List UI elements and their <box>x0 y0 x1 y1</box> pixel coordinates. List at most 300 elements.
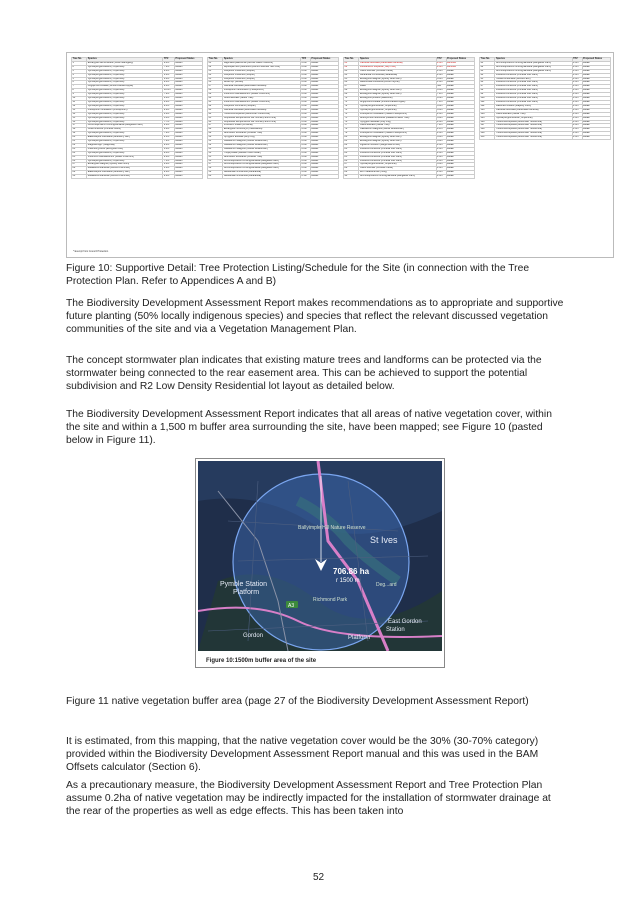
table-cell: 2.0m <box>436 151 446 155</box>
table-cell: 16 <box>72 120 87 124</box>
table-cell: Retain <box>582 120 610 124</box>
table-cell: 108 <box>480 128 495 132</box>
table-cell: 56 <box>208 159 223 163</box>
table-cell: 2.0m <box>436 175 446 179</box>
table-cell: Eucalyptus saligna (Sydney Blue Gum) <box>359 140 436 144</box>
table-cell: Glochidion ferdinandi (Cheese Tree) <box>223 132 301 136</box>
table-header-cell: Species <box>87 58 163 62</box>
table-cell: Retain <box>174 73 202 77</box>
table-cell: Eucalyptus microcorys (Tallowwood) <box>223 128 301 132</box>
table-cell: 5.4m <box>163 116 175 120</box>
table-cell: 62 <box>344 65 359 69</box>
table-cell: 2.0m <box>436 81 446 85</box>
table-cell: Retain <box>582 69 610 73</box>
table-cell: 2.0m <box>301 73 311 77</box>
table-cell: Retain <box>582 65 610 69</box>
table-cell: 95 <box>480 77 495 81</box>
place-nature-reserve: Ballyimple Hill Nature Reserve <box>298 525 366 531</box>
table-cell: 2.0m <box>301 112 311 116</box>
table-cell: Syncarpia glomulifera (Turpentine) <box>87 77 163 81</box>
place-pymble-platform: Platform <box>233 589 260 596</box>
table-cell: Juniperus chinensis (Juniper) <box>223 77 301 81</box>
table-cell: 3.4m <box>163 147 175 151</box>
table-cell: Retain <box>310 104 338 108</box>
table-cell: 6.0m <box>163 163 175 167</box>
table-cell: 10 <box>72 97 87 101</box>
place-st-ives: St Ives <box>370 535 398 545</box>
table-cell: Retain <box>582 97 610 101</box>
table-cell: Eucalyptus acmenoides (White Mahogany) <box>87 61 163 65</box>
table-cell: Retain <box>310 167 338 171</box>
table-cell: 2.0m <box>436 112 446 116</box>
table-cell: Retain <box>446 81 474 85</box>
table-cell: 9.6m <box>163 85 175 89</box>
table-cell: Livistona chinensis (Chinese Fan Palm) <box>495 97 572 101</box>
table-cell: Archontophoenix cunninghamiana (Bangalow Palm) <box>223 167 301 171</box>
table-cell: Retain <box>446 77 474 81</box>
table-cell: Syncarpia glomulifera (Turpentine) <box>87 81 163 85</box>
table-cell: 101 <box>480 100 495 104</box>
table-cell: 26 <box>72 159 87 163</box>
table-cell: Syncarpia glomulifera (Turpentine) <box>87 116 163 120</box>
table-cell: Jacaranda mimosifolia (Jacaranda) <box>223 171 301 175</box>
table-cell: Retain <box>446 97 474 101</box>
table-cell: Livistona chinensis (Chinese Fan Palm) <box>359 155 436 159</box>
figure-11-caption: Figure 11 native vegetation buffer area (page 27 of the Biodiversity Development Assessment Report) <box>66 696 529 707</box>
paragraph-5: As a precautionary measure, the Biodiversity Development Assessment Report and Tree Protection Plan assume 0.2ha of native vegetation may be indirectly impacted for the installation of stormwater drainage at the rear of the properties as well as edge effects. This has been taken into <box>66 780 551 817</box>
table-cell: 110 <box>480 136 495 140</box>
table-cell: Photinia x fraseri (Photinia) <box>223 124 301 128</box>
table-cell: 30 <box>72 175 87 179</box>
place-pymble-station: Pymble Station <box>220 581 268 588</box>
table-cell: 7.2m <box>163 93 175 97</box>
table-cell: 40 <box>208 97 223 101</box>
table-cell: 2.0m <box>301 116 311 120</box>
table-cell: 7 <box>72 85 87 89</box>
table-cell: 2.0m <box>436 159 446 163</box>
table-cell: 2.0m <box>301 143 311 147</box>
table-cell: 6.6m <box>301 128 311 132</box>
table-cell: Tibouchina lepidota (Alstonville Tibouchina) <box>223 112 301 116</box>
table-cell: Retain <box>174 124 202 128</box>
paragraph-1: The Biodiversity Development Assessment Report makes recommendations as to appropriate and supportive future planting (50% locally indigenous species) and species that reflect the relevant discussed vegetation communities of the site and via a Vegetation Management Plan. <box>66 298 564 335</box>
table-cell: Retain <box>582 73 610 77</box>
table-cell: 6.0m <box>436 77 446 81</box>
table-cell: 2.0m <box>572 77 582 81</box>
table-cell: 6.0m <box>163 77 175 81</box>
table-cell: Retain <box>310 61 338 65</box>
table-cell: 87 <box>344 163 359 167</box>
table-cell: Retain <box>174 65 202 69</box>
table-cell: 2.0m <box>436 61 446 65</box>
table-cell: Viburnum odoratissimum (Sweet Viburnum) <box>223 93 301 97</box>
table-cell: 3.6m <box>163 112 175 116</box>
table-cell: Retain <box>582 93 610 97</box>
table-cell: 46 <box>208 120 223 124</box>
table-cell: Syncarpia glomulifera (Turpentine) <box>87 132 163 136</box>
table-cell: Archontophoenix cunninghamiana (Bangalow Palm) <box>495 65 572 69</box>
table-cell: 92 <box>480 65 495 69</box>
table-cell: Retain <box>174 61 202 65</box>
table-cell: Retain <box>582 116 610 120</box>
table-cell: 2.0m <box>572 100 582 104</box>
place-degotardi: Deg...ard <box>376 582 397 588</box>
table-cell: Retain <box>582 61 610 65</box>
table-cell: 8.4m <box>163 81 175 85</box>
table-cell: 6.6m <box>163 73 175 77</box>
table-cell: Syncarpia glomulifera (Turpentine) <box>87 93 163 97</box>
table-header-cell: Proposed Status <box>310 58 338 62</box>
table-cell: 29 <box>72 171 87 175</box>
table-cell: Retain <box>310 112 338 116</box>
table-cell: Archontophoenix cunninghamiana (Bangalow Palm) <box>223 159 301 163</box>
table-cell: Syncarpia glomulifera (Turpentine) <box>495 116 572 120</box>
table-cell: 55 <box>208 155 223 159</box>
table-cell: 83 <box>344 147 359 151</box>
table-cell: Backhousia citriodora (Lemon Myrtle) <box>359 81 436 85</box>
table-cell: Retain <box>174 140 202 144</box>
table-cell: Retain <box>446 151 474 155</box>
table-cell: 22 <box>72 143 87 147</box>
table-cell: 79 <box>344 132 359 136</box>
table-cell: Retain <box>310 151 338 155</box>
table-cell: 2.0m <box>436 171 446 175</box>
table-cell: Retain <box>310 159 338 163</box>
table-cell: Retain <box>174 77 202 81</box>
table-cell: N/A <box>436 85 446 89</box>
table-cell: Thuja plicata (Western Red Cedar) <box>223 151 301 155</box>
table-cell: 99 <box>480 93 495 97</box>
table-cell: 3.6m <box>163 167 175 171</box>
table-cell: 25 <box>72 155 87 159</box>
table-cell: Syncarpia glomulifera (Turpentine) <box>359 163 436 167</box>
table-cell: Syncarpia glomulifera (Turpentine) <box>87 89 163 93</box>
table-cell: Melaleuca linariifolia (Snow-in-Summer) <box>87 167 163 171</box>
table-cell: Pittosporum undulatum (Sweet Pittosporum) <box>359 112 436 116</box>
table-cell: 13 <box>72 108 87 112</box>
table-cell: 2.1m <box>301 175 311 179</box>
table-cell: 2 <box>72 65 87 69</box>
table-cell: Elaeocarpus reticulatus (Blueberry Ash) <box>87 136 163 140</box>
table-cell: Livistona chinensis (Chinese Fan Palm) <box>495 89 572 93</box>
table-cell: 7.2m <box>163 65 175 69</box>
table-cell: Retain <box>446 136 474 140</box>
table-cell: Archontophoenix cunninghamiana (Bangalow Palm) <box>87 124 163 128</box>
tree-table-column-4 <box>479 57 611 253</box>
table-cell: 2.0m <box>163 171 175 175</box>
table-cell: 2.0m <box>301 89 311 93</box>
table-cell: 109 <box>480 132 495 136</box>
table-cell: 6.0m <box>163 97 175 101</box>
table-cell: 17 <box>72 124 87 128</box>
table-cell: 77 <box>344 124 359 128</box>
table-cell: Eucalyptus pilularis (Blackbutt) <box>359 97 436 101</box>
table-cell: 61 <box>344 61 359 65</box>
table-cell: Celtis australis (Nettle Tree) <box>495 112 572 116</box>
table-cell: Retain <box>310 69 338 73</box>
table-cell: 6.0m <box>301 155 311 159</box>
table-cell: Retain <box>310 81 338 85</box>
table-cell: Retain <box>310 85 338 89</box>
table-cell: Retain <box>174 143 202 147</box>
table-cell: 94 <box>480 73 495 77</box>
table-cell: 6.0m <box>301 132 311 136</box>
table-cell: 18 <box>72 128 87 132</box>
table-cell: Retain <box>310 100 338 104</box>
table-cell: Magnolia spp. (Magnolia) <box>87 143 163 147</box>
table-cell: Retain <box>446 89 474 93</box>
table-cell: Retain <box>174 93 202 97</box>
table-cell: 6 <box>72 81 87 85</box>
table-cell: Eucalyptus saligna (Sydney Blue Gum) <box>87 163 163 167</box>
table-header-cell: TPZ <box>572 58 582 62</box>
table-cell: 2.0m <box>572 124 582 128</box>
table-cell: 66 <box>344 81 359 85</box>
table-cell: 97 <box>480 85 495 89</box>
table-cell: Eucalyptus saligna (Sydney Blue Gum) <box>359 93 436 97</box>
table-cell: Syncarpia glomulifera (Turpentine) <box>87 151 163 155</box>
table-cell: Retain <box>582 100 610 104</box>
table-cell: Remove <box>446 61 474 65</box>
table-cell: Retain <box>446 100 474 104</box>
table-cell: 2.4m <box>163 143 175 147</box>
table-cell: 2.0m <box>301 167 311 171</box>
table-cell: 107 <box>480 124 495 128</box>
table-cell: Eucalyptus saligna (Sydney Blue Gum) <box>359 136 436 140</box>
table-cell: Retain <box>446 155 474 159</box>
table-cell: Callistemon salignus (Willow Bottlebrush) <box>223 143 301 147</box>
table-cell: 32 <box>208 65 223 69</box>
table-cell: 5 <box>72 77 87 81</box>
table-cell: 6.0m <box>436 163 446 167</box>
table-cell: Howea forsteriana (Kentia Palm) <box>495 77 572 81</box>
table-cell: 104 <box>480 112 495 116</box>
table-cell: Retain <box>310 65 338 69</box>
table-cell: 21 <box>72 140 87 144</box>
table-cell: 47 <box>208 124 223 128</box>
table-cell: Retain <box>446 132 474 136</box>
table-cell: 19 <box>72 132 87 136</box>
table-cell: Melaleuca linariifolia (Snow-in-Summer) <box>87 175 163 179</box>
table-cell: 53 <box>208 147 223 151</box>
table-cell: Syzygium australe (Lilly Pilly) <box>359 120 436 124</box>
table-cell: 98 <box>480 89 495 93</box>
table-cell: Retain <box>174 159 202 163</box>
table-cell: Camellia reticulata (Reticulata Camellia) <box>359 61 436 65</box>
page-number: 52 <box>312 872 325 883</box>
table-row <box>208 175 339 179</box>
table-header-cell: TPZ <box>301 58 311 62</box>
table-header-cell: Proposed Status <box>446 58 474 62</box>
table-cell: Retain <box>582 132 610 136</box>
table-cell: Elaeocarpus reticulatus (Blueberry Ash) <box>87 171 163 175</box>
radius-label: r 1500 m <box>336 578 360 584</box>
table-cell: Juniperus chinensis (Juniper) <box>223 73 301 77</box>
table-cell: 2.0m <box>301 85 311 89</box>
table-cell: 54 <box>208 151 223 155</box>
table-cell: 2.0m <box>301 140 311 144</box>
table-row <box>72 175 203 179</box>
table-cell: 20 <box>72 136 87 140</box>
table-cell: 4.8m <box>436 140 446 144</box>
table-cell: Syncarpia glomulifera (Turpentine) <box>87 120 163 124</box>
table-cell: 2.0m <box>572 93 582 97</box>
table-cell: Ilex x altaclerensis (Holly) <box>359 171 436 175</box>
table-cell: 14 <box>72 112 87 116</box>
table-cell: 2.0m <box>572 108 582 112</box>
table-cell: 7.2m <box>436 124 446 128</box>
table-cell: 68 <box>344 89 359 93</box>
table-cell: Tibouchina lepidota (Alstonville Tibouchina) <box>495 120 572 124</box>
table-cell: 2.0m <box>436 73 446 77</box>
table-cell: Retain <box>582 85 610 89</box>
table-cell: Syncarpia glomulifera (Turpentine) <box>359 108 436 112</box>
table-cell: 106 <box>480 120 495 124</box>
table-header-cell: Species <box>495 58 572 62</box>
table-cell: 2.0m <box>572 69 582 73</box>
table-cell: 2.0m <box>301 69 311 73</box>
table-cell: Syncarpia glomulifera (Turpentine) <box>87 159 163 163</box>
table-cell: 2.0m <box>301 61 311 65</box>
table-cell: 2.0m <box>301 159 311 163</box>
table-cell: 90 <box>344 175 359 179</box>
table-cell: 2.0m <box>301 147 311 151</box>
table-cell: Retain <box>174 81 202 85</box>
table-cell: 34 <box>208 73 223 77</box>
table-cell: Retain <box>174 100 202 104</box>
table-cell: Retain <box>174 132 202 136</box>
table-cell: Cupressus sempervirens var. stricta (Pencil Pine) <box>223 120 301 124</box>
table-cell: 6.0m <box>436 136 446 140</box>
table-cell: Retain <box>174 167 202 171</box>
table-cell: Archontophoenix cunninghamiana (Bangalow Palm) <box>495 69 572 73</box>
table-cell: 8.4m <box>436 97 446 101</box>
table-cell: 2.0m <box>301 136 311 140</box>
table-cell: 103 <box>480 108 495 112</box>
table-cell: 2.0m <box>301 108 311 112</box>
table-cell: Camellia reticulata (Reticulata Camellia) <box>223 85 301 89</box>
table-cell: Retain <box>582 89 610 93</box>
table-cell: 4 <box>72 73 87 77</box>
table-cell: Retain <box>174 85 202 89</box>
table-cell: 8.1m <box>163 104 175 108</box>
table-cell: 10.1m <box>163 89 175 93</box>
table-cell: Retain <box>446 112 474 116</box>
table-cell: 11 <box>72 100 87 104</box>
table-cell: 2.0m <box>436 167 446 171</box>
table-cell: Cupressus sempervirens var. stricta (Pencil Pine) <box>223 116 301 120</box>
table-cell: Retain <box>310 116 338 120</box>
table-cell: Pittosporum tenuifolium (Pittosporum) <box>223 89 301 93</box>
table-cell: Retain <box>174 108 202 112</box>
table-cell: Fraxinus griffithii (Evergreen Ash) <box>87 147 163 151</box>
table-cell: 42 <box>208 104 223 108</box>
table-cell: Liriodendron tulipifera (Tulip Tree) <box>359 65 436 69</box>
table-cell: 63 <box>344 69 359 73</box>
table-cell: Livistona chinensis (Chinese Fan Palm) <box>359 151 436 155</box>
table-cell: 2.0m <box>572 81 582 85</box>
table-cell: Retain <box>446 143 474 147</box>
table-cell: 12 <box>72 104 87 108</box>
table-cell: Callistemon salignus (Willow Bottlebrush) <box>223 140 301 144</box>
table-cell: 31 <box>208 61 223 65</box>
table-cell: Angophora costata (Smooth-barked Apple) <box>359 100 436 104</box>
place-platform: Platform <box>348 635 371 641</box>
table-cell: 24 <box>72 151 87 155</box>
table-cell: Retain <box>310 171 338 175</box>
table-cell: Syzygium australe (Lilly Pilly) <box>223 136 301 140</box>
table-cell: 70 <box>344 97 359 101</box>
figure-10-caption: Figure 10: Supportive Detail: Tree Protection Listing/Schedule for the Site (in connection with the Tree Protection Plan. Refer to Appendices A and B) <box>66 263 530 287</box>
table-header-cell: Species <box>359 58 436 62</box>
table-cell: 15 <box>72 116 87 120</box>
table-cell: Eucalyptus saligna (Sydney Blue Gum) <box>359 89 436 93</box>
table-cell: 2.1m <box>163 136 175 140</box>
table-cell: Remove <box>446 65 474 69</box>
table-row <box>344 175 475 179</box>
table-cell: Retain <box>174 151 202 155</box>
table-cell: 2.0m <box>436 147 446 151</box>
place-east-gordon: East Gordon <box>388 619 422 625</box>
table-cell: Retain <box>310 120 338 124</box>
table-cell: Retain <box>310 136 338 140</box>
table-cell: Buxus sp. (Boxus) <box>223 81 301 85</box>
table-cell: Dead <box>359 85 436 89</box>
table-cell: Glochidion ferdinandi (Cheese Tree) <box>223 155 301 159</box>
table-cell: Syncarpia glomulifera (Turpentine) <box>87 73 163 77</box>
table-cell: Retain <box>310 147 338 151</box>
table-cell: Retain <box>174 155 202 159</box>
table-header-cell: Tree No. <box>480 58 495 62</box>
table-cell: Livistona chinensis (Chinese Fan Palm) <box>359 159 436 163</box>
table-cell: 28 <box>72 167 87 171</box>
table-cell: 2.1m <box>436 128 446 132</box>
table-cell: 9 <box>72 93 87 97</box>
table-cell: 57 <box>208 163 223 167</box>
place-richmond-park: Richmond Park <box>313 597 348 603</box>
table-cell: 1 <box>72 61 87 65</box>
table-cell: 2.0m <box>572 112 582 116</box>
table-cell: Syncarpia glomulifera (Turpentine) <box>87 69 163 73</box>
table-cell: Retain <box>174 112 202 116</box>
tree-table-column-3 <box>343 57 475 253</box>
table-cell: Retain <box>174 163 202 167</box>
table-cell: 100 <box>480 97 495 101</box>
table-cell: 39 <box>208 93 223 97</box>
table-cell: Retain <box>174 120 202 124</box>
table-cell: Retain <box>310 175 338 179</box>
table-footnote: * Exempt from Council Protection <box>73 250 109 253</box>
table-cell: 2.0m <box>301 97 311 101</box>
place-station: Station <box>386 627 405 633</box>
table-cell: Camellia reticulata (Reticulata Camellia) <box>223 108 301 112</box>
table-cell: 7.2m <box>163 132 175 136</box>
table-cell: Callistemon salignus (Willow Bottlebrush) <box>223 147 301 151</box>
table-header-cell: Proposed Status <box>174 58 202 62</box>
table-cell: Livistona chinensis (Chinese Fan Palm) <box>359 147 436 151</box>
table-cell: 93 <box>480 69 495 73</box>
table-cell: Brachychiton acerifolius (Illawarra Flame Tree) <box>359 116 436 120</box>
table-cell: Celtis australis (Nettle Tree) <box>359 124 436 128</box>
table-cell: Retain <box>310 163 338 167</box>
table-cell: Tibouchina lepidota (Alstonville Tibouchina) <box>495 124 572 128</box>
table-cell: Tibouchina lepidota (Alstonville Tibouchina) <box>495 128 572 132</box>
table-cell: 45 <box>208 116 223 120</box>
table-cell: 2.0m <box>301 100 311 104</box>
table-cell: Livistona chinensis (Chinese Fan Palm) <box>495 85 572 89</box>
table-cell: 2.0m <box>572 120 582 124</box>
table-cell: Retain <box>582 128 610 132</box>
